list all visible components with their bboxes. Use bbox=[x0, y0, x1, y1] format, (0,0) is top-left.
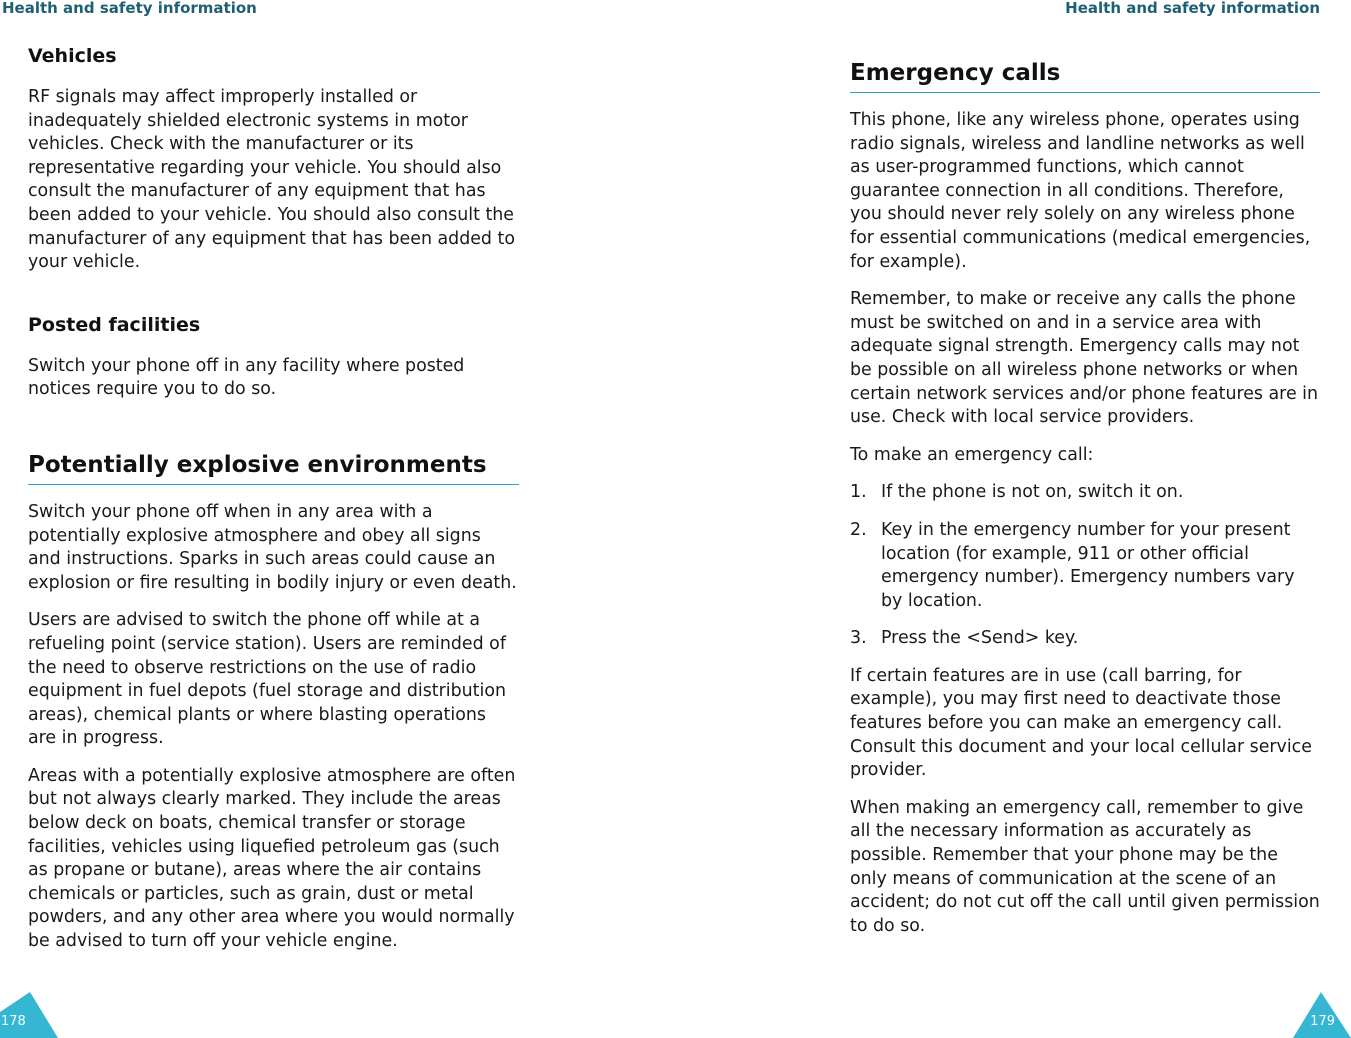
paragraph-explosive-3: Areas with a potentially explosive atmosphere are often but not always clearly marked. They include the areas below deck on boats, chemical transfer or storage facilities, vehicles using liquefied petroleum gas (such as propane or butane), areas where the air contains chemicals or particles, such as grain, dust or metal powders, and any other area where you would normally be advised to turn off your vehicle engine. bbox=[28, 765, 516, 952]
heading-explosive-environments: Potentially explosive environments bbox=[28, 450, 519, 485]
heading-emergency-calls: Emergency calls bbox=[850, 58, 1320, 93]
paragraph-explosive-2: Users are advised to switch the phone off while at a refueling point (service station). Users are reminded of the need to observe restrictions on the use of radio equipment in fuel depots (fuel storage and distribution areas), chemical plants or where blasting operations are in progress. bbox=[28, 610, 506, 749]
paragraph-emergency-2: Remember, to make or receive any calls the phone must be switched on and in a service area with adequate signal strength. Emergency calls may not be possible on all wireless phone networks or when certain network services and/or phone features are in use. Check with local service providers. bbox=[850, 289, 1319, 428]
left-page bbox=[0, 0, 540, 1038]
paragraph-emergency-5: When making an emergency call, remember to give all the necessary information as accurately as possible. Remember that your phone may be the only means of communication at the scene of an accident; do not cut off the call until given permission to do so. bbox=[850, 797, 1320, 936]
paragraph-emergency-1: This phone, like any wireless phone, operates using radio signals, wireless and landline networks as well as user-programmed functions, which cannot guarantee connection in all conditions. Therefore, you should never rely solely on any wireless phone for essential communications (medical emergencies, for example). bbox=[850, 110, 1311, 272]
step-text: Key in the emergency number for your present location (for example, 911 or other official emergency number). Emergency numbers vary by location. bbox=[881, 519, 1295, 611]
step-number: 3. bbox=[850, 628, 867, 649]
page-number-left: 178 bbox=[1, 1014, 26, 1029]
step-number: 1. bbox=[850, 482, 867, 503]
emergency-steps-list bbox=[850, 481, 1320, 651]
left-page-content bbox=[28, 44, 519, 968]
right-page bbox=[811, 0, 1351, 1038]
running-head-left: Health and safety information bbox=[2, 0, 257, 17]
step-text: If the phone is not on, switch it on. bbox=[881, 482, 1184, 503]
page-number-right: 179 bbox=[1310, 1014, 1335, 1029]
right-page-content bbox=[850, 58, 1320, 952]
paragraph-explosive-1: Switch your phone off when in any area with a potentially explosive atmosphere and obey all signs and instructions. Sparks in such areas could cause an explosion or fire resulting in bodily injury or even death. bbox=[28, 501, 517, 593]
list-item bbox=[850, 627, 1320, 651]
paragraph-emergency-3: To make an emergency call: bbox=[850, 444, 1094, 465]
paragraph-vehicles: RF signals may affect improperly installed or inadequately shielded electronic systems in motor vehicles. Check with the manufacturer or its representative regarding your vehicle. You should also consult the manufacturer of any equipment that has been added to your vehicle. You should also consult the manufacturer of any equipment that has been added to your vehicle. bbox=[28, 87, 515, 273]
running-head-right: Health and safety information bbox=[1065, 0, 1320, 17]
heading-posted-facilities: Posted facilities bbox=[28, 313, 201, 336]
list-item bbox=[850, 481, 1320, 505]
heading-vehicles: Vehicles bbox=[28, 45, 117, 67]
paragraph-emergency-4: If certain features are in use (call barring, for example), you may first need to deactivate those features before you can make an emergency call. Consult this document and your local cellular service provider. bbox=[850, 665, 1312, 781]
step-number: 2. bbox=[850, 519, 867, 540]
step-text: Press the <Send> key. bbox=[881, 628, 1079, 649]
paragraph-posted-facilities: Switch your phone off in any facility where posted notices require you to do so. bbox=[28, 355, 465, 400]
list-item bbox=[850, 519, 1320, 613]
